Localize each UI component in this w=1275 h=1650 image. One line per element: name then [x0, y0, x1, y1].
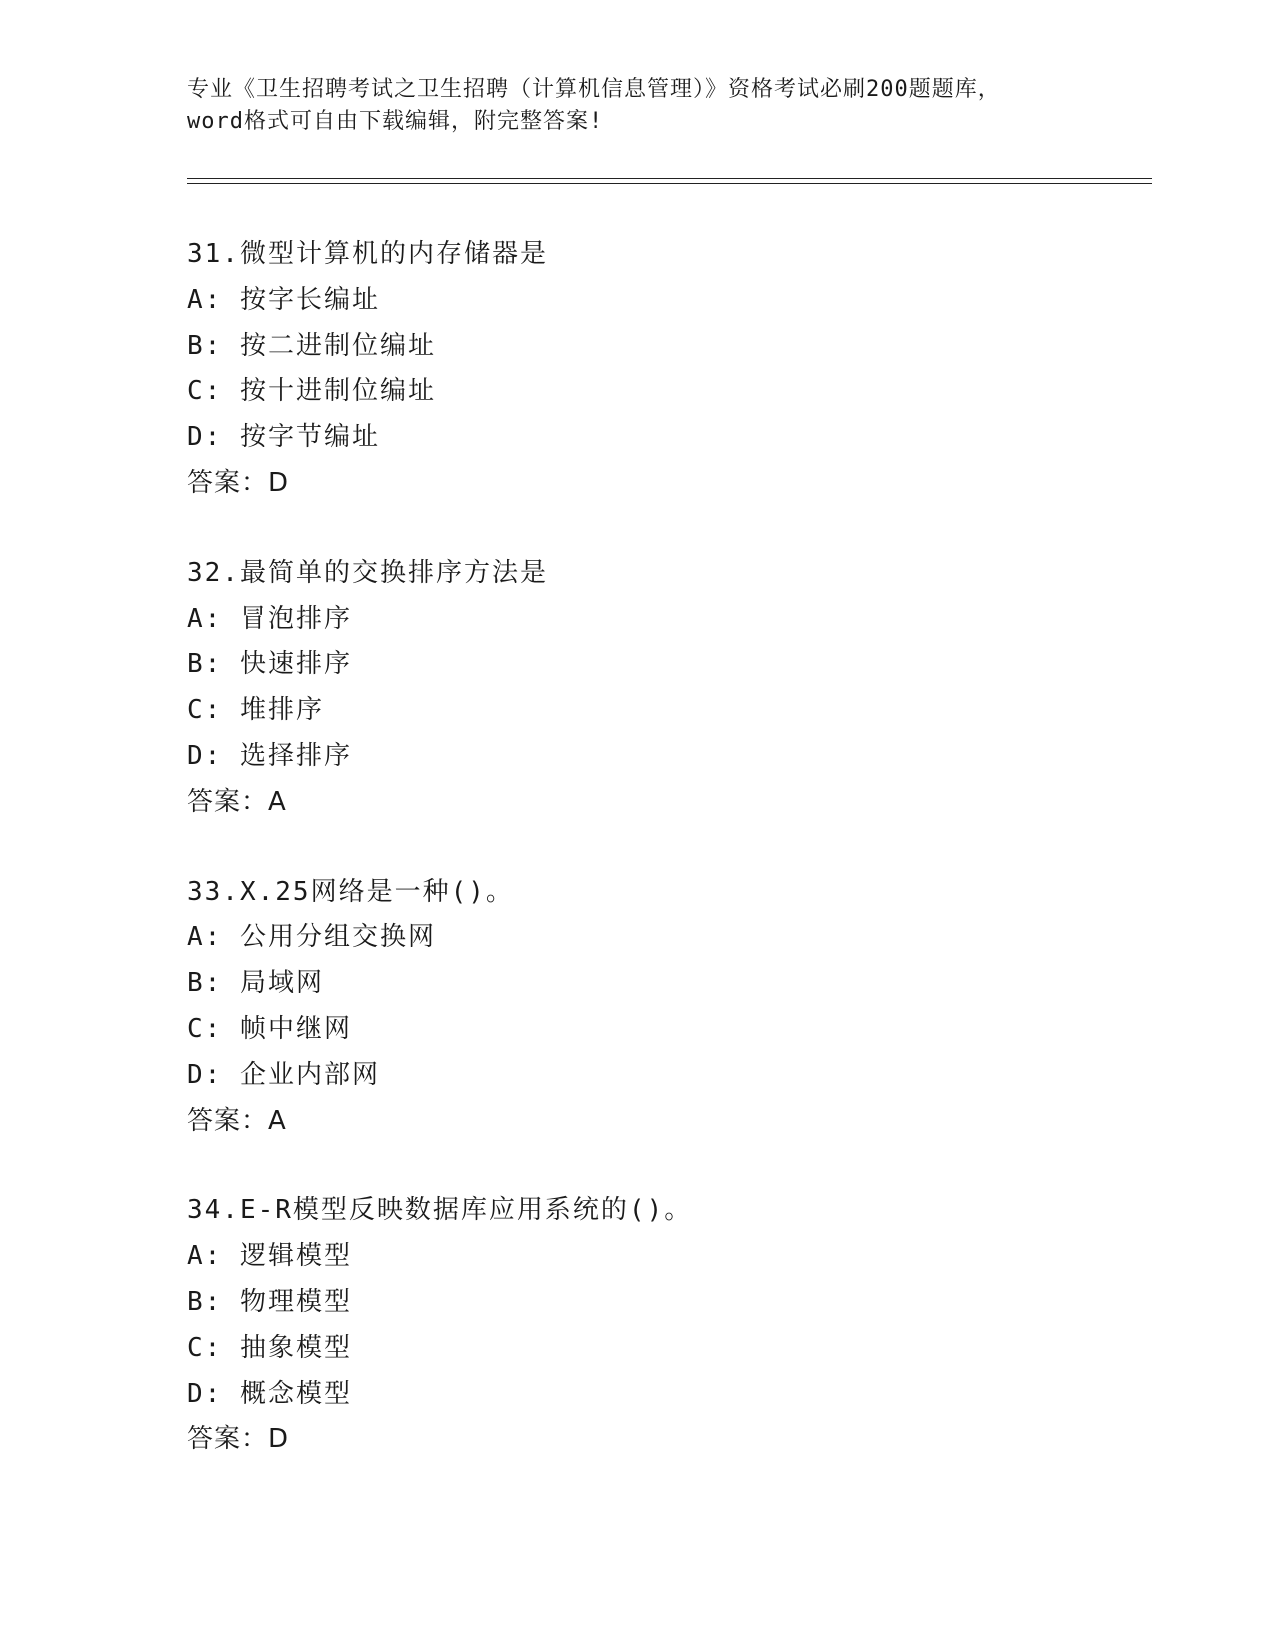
option-a: A: 按字长编址: [187, 284, 380, 315]
option-b: B: 局域网: [187, 968, 324, 999]
option-a: A: 冒泡排序: [187, 603, 352, 634]
option-b: B: 按二进制位编址: [187, 330, 436, 361]
question-33: [187, 870, 1147, 1145]
option-d: D: 选择排序: [187, 740, 352, 771]
question-stem: 34.E-R模型反映数据库应用系统的()。: [187, 1195, 693, 1226]
option-d: D: 按字节编址: [187, 422, 380, 453]
answer-line: 答案：A: [187, 786, 287, 817]
header-line-2: word格式可自由下载编辑，附完整答案!: [187, 109, 604, 134]
question-32: [187, 551, 1147, 826]
option-d: D: 概念模型: [187, 1378, 352, 1409]
answer-line: 答案：D: [187, 467, 290, 498]
question-stem: 33.X.25网络是一种()。: [187, 876, 514, 907]
document-header: [187, 74, 1087, 138]
option-d: D: 企业内部网: [187, 1059, 380, 1090]
option-b: B: 快速排序: [187, 649, 352, 680]
question-list: [187, 232, 1147, 1507]
option-c: C: 抽象模型: [187, 1332, 352, 1363]
question-31: [187, 232, 1147, 507]
answer-line: 答案：D: [187, 1424, 290, 1455]
option-c: C: 按十进制位编址: [187, 376, 436, 407]
header-divider-bottom: [187, 183, 1152, 184]
option-a: A: 逻辑模型: [187, 1241, 352, 1272]
option-c: C: 堆排序: [187, 695, 324, 726]
option-b: B: 物理模型: [187, 1286, 352, 1317]
option-c: C: 帧中继网: [187, 1013, 352, 1044]
header-divider-top: [187, 178, 1152, 179]
option-a: A: 公用分组交换网: [187, 922, 436, 953]
question-34: [187, 1188, 1147, 1463]
answer-line: 答案：A: [187, 1105, 287, 1136]
question-stem: 32.最简单的交换排序方法是: [187, 557, 548, 588]
question-stem: 31.微型计算机的内存储器是: [187, 239, 548, 269]
header-line-1: 专业《卫生招聘考试之卫生招聘（计算机信息管理）》资格考试必刷200题题库，: [187, 77, 1001, 102]
